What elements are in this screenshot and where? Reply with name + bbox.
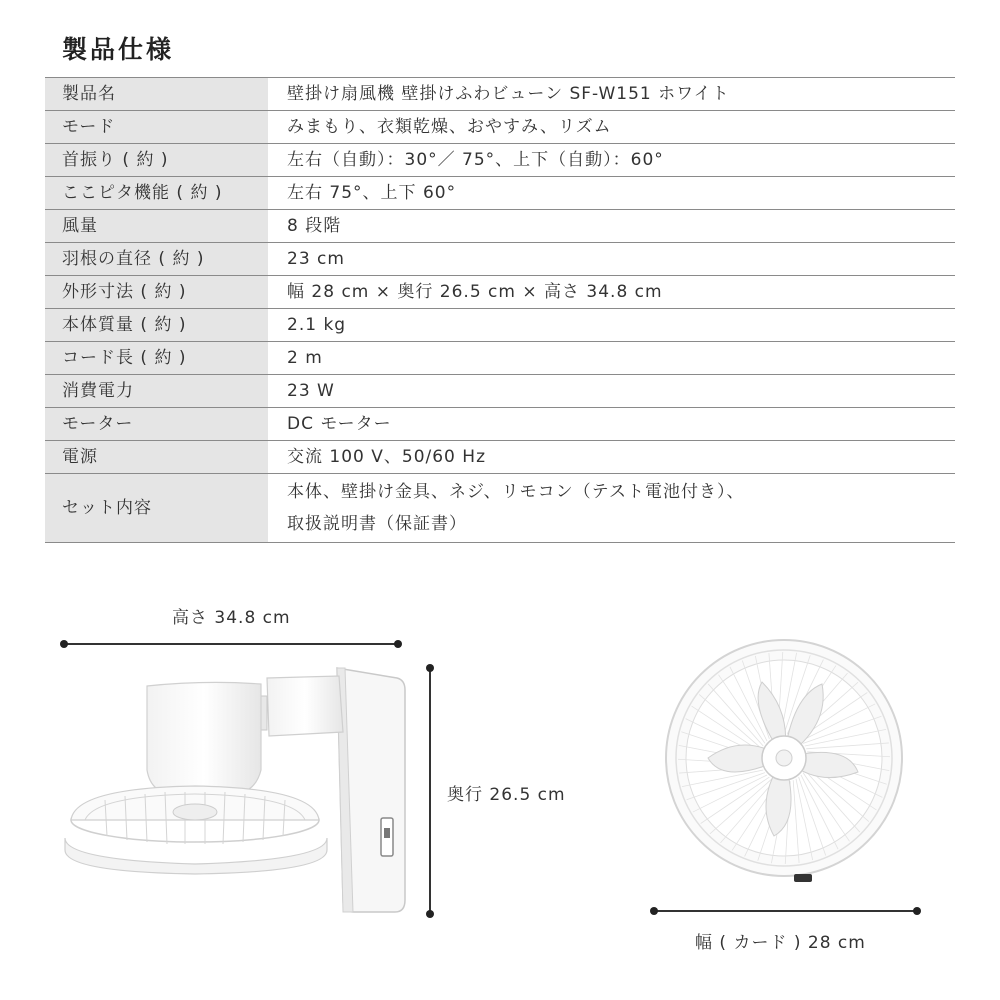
table-row [45, 309, 955, 342]
set-contents-line-2: 取扱説明書（保証書） [287, 514, 467, 534]
table-row [45, 210, 955, 243]
table-row [45, 441, 955, 474]
table-row [45, 375, 955, 408]
spec-label: コード長 ( 約 ) [45, 342, 268, 375]
height-dimension-line [64, 643, 398, 645]
dimension-endpoint [60, 640, 68, 648]
spec-label: 首振り ( 約 ) [45, 144, 268, 177]
dimension-endpoint [426, 910, 434, 918]
spec-value: 壁掛け扇風機 壁掛けふわビューン SF-W151 ホワイト [268, 78, 955, 111]
table-row [45, 177, 955, 210]
spec-label: 消費電力 [45, 375, 268, 408]
dimension-endpoint [650, 907, 658, 915]
table-row [45, 474, 955, 543]
spec-value: みまもり、衣類乾燥、おやすみ、リズム [268, 111, 955, 144]
fan-side-view-image [55, 660, 415, 920]
height-dimension-label: 高さ 34.8 cm [172, 608, 291, 628]
spec-value: 左右 75°、上下 60° [268, 177, 955, 210]
table-row [45, 78, 955, 111]
spec-table [45, 77, 955, 543]
spec-value: 8 段階 [268, 210, 955, 243]
spec-value: 幅 28 cm × 奥行 26.5 cm × 高さ 34.8 cm [268, 276, 955, 309]
dimension-endpoint [426, 664, 434, 672]
spec-value: 23 cm [268, 243, 955, 276]
width-dimension-label: 幅 ( カード ) 28 cm [695, 933, 866, 953]
spec-label: ここピタ機能 ( 約 ) [45, 177, 268, 210]
spec-label: 本体質量 ( 約 ) [45, 309, 268, 342]
spec-label: セット内容 [45, 474, 268, 543]
page-title: 製品仕様 [62, 35, 175, 64]
depth-dimension-label: 奥行 26.5 cm [447, 785, 566, 805]
table-row [45, 342, 955, 375]
spec-value [268, 474, 955, 543]
spec-value: 2 m [268, 342, 955, 375]
spec-label: 風量 [45, 210, 268, 243]
dimension-endpoint [913, 907, 921, 915]
spec-label: 羽根の直径 ( 約 ) [45, 243, 268, 276]
width-dimension-line [654, 910, 916, 912]
spec-value: 23 W [268, 375, 955, 408]
depth-dimension-line [429, 668, 431, 914]
spec-value: 交流 100 V、50/60 Hz [268, 441, 955, 474]
spec-label: 電源 [45, 441, 268, 474]
dimension-endpoint [394, 640, 402, 648]
spec-label: モーター [45, 408, 268, 441]
spec-label: モード [45, 111, 268, 144]
table-row [45, 144, 955, 177]
table-row [45, 111, 955, 144]
spec-value: 左右（自動）：30°／ 75°、上下（自動）：60° [268, 144, 955, 177]
spec-value: 2.1 kg [268, 309, 955, 342]
table-row [45, 243, 955, 276]
table-row [45, 276, 955, 309]
fan-front-view-image [652, 636, 918, 886]
set-contents-line-1: 本体、壁掛け金具、ネジ、リモコン（テスト電池付き）、 [287, 482, 745, 502]
spec-label: 製品名 [45, 78, 268, 111]
spec-value: DC モーター [268, 408, 955, 441]
spec-label: 外形寸法 ( 約 ) [45, 276, 268, 309]
table-row [45, 408, 955, 441]
